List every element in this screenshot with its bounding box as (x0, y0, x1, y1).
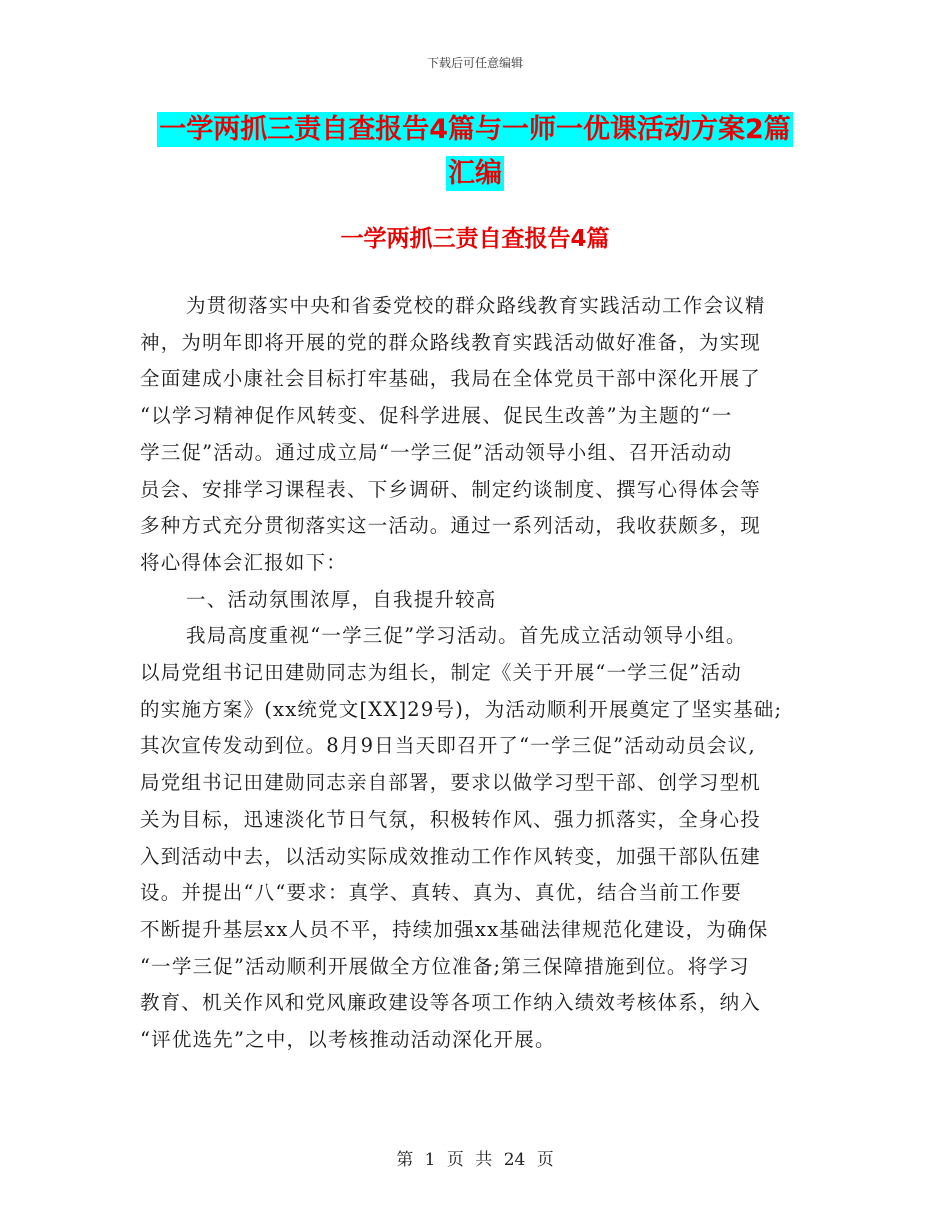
paragraph-line: 以局党组书记田建勋同志为组长，制定《关于开展“一学三促”活动 (140, 661, 742, 685)
paragraph-line: 不断提升基层xx人员不平，持续加强xx基础法律规范化建设，为确保 (140, 917, 769, 941)
subheading-line: 一、活动氛围浓厚，自我提升较高 (186, 587, 497, 611)
paragraph-line: “评优选先”之中，以考核推动活动深化开展。 (140, 1028, 556, 1052)
paragraph-line: 多种方式充分贯彻落实这一活动。通过一系列活动，我收获颇多，现 (140, 514, 762, 538)
document-title-text: 一学两抓三责自查报告4篇与一师一优课活动方案2篇汇编 (159, 114, 791, 189)
paragraph-line: 为贯彻落实中央和省委党校的群众路线教育实践活动工作会议精 (186, 294, 766, 317)
paragraph-line: “以学习精神促作风转变、促科学进展、促民生改善”为主题的“一 (140, 404, 733, 428)
paragraph-line: 设。并提出“八“要求：真学、真转、真为、真优，结合当前工作要 (140, 881, 742, 905)
page-footer: 第 1 页 共 24 页 (396, 1150, 554, 1170)
paragraph-line: 入到活动中去，以活动实际成效推动工作作风转变，加强干部队伍建 (140, 844, 762, 868)
paragraph-line: 员会、安排学习课程表、下乡调研、制定约谈制度、撰写心得体会等 (140, 477, 762, 501)
paragraph-line: “一学三促”活动顺利开展做全方位准备;第三保障措施到位。将学习 (140, 954, 750, 978)
header-note: 下载后可任意编辑 (426, 56, 523, 70)
document-body (140, 288, 820, 1059)
section-title: 一学两抓三责自查报告4篇 (340, 226, 610, 252)
paragraph-line: 学三促”活动。通过成立局“一学三促”活动领导小组、召开活动动 (140, 440, 733, 464)
paragraph-line: 关为目标，迅速淡化节日气氛，积极转作风、强力抓落实，全身心投 (140, 807, 762, 831)
document-title (150, 108, 800, 196)
paragraph-line: 我局高度重视“一学三促”学习活动。首先成立活动领导小组。 (186, 624, 747, 648)
paragraph-line: 神，为明年即将开展的党的群众路线教育实践活动做好准备，为实现 (140, 330, 762, 354)
paragraph-line: 全面建成小康社会目标打牢基础，我局在全体党员干部中深化开展了 (140, 367, 762, 391)
paragraph-line: 教育、机关作风和党风廉政建设等各项工作纳入绩效考核体系，纳入 (140, 991, 762, 1015)
paragraph-line: 局党组书记田建勋同志亲自部署，要求以做学习型干部、创学习型机 (140, 771, 762, 795)
paragraph-line: 其次宣传发动到位。8月9日当天即召开了“一学三促”活动动员会议, (140, 734, 756, 758)
paragraph-line: 的实施方案》(xx统党文[XX]29号)，为活动顺利开展奠定了坚实基础; (140, 697, 783, 721)
paragraph-line: 将心得体会汇报如下： (140, 550, 348, 574)
